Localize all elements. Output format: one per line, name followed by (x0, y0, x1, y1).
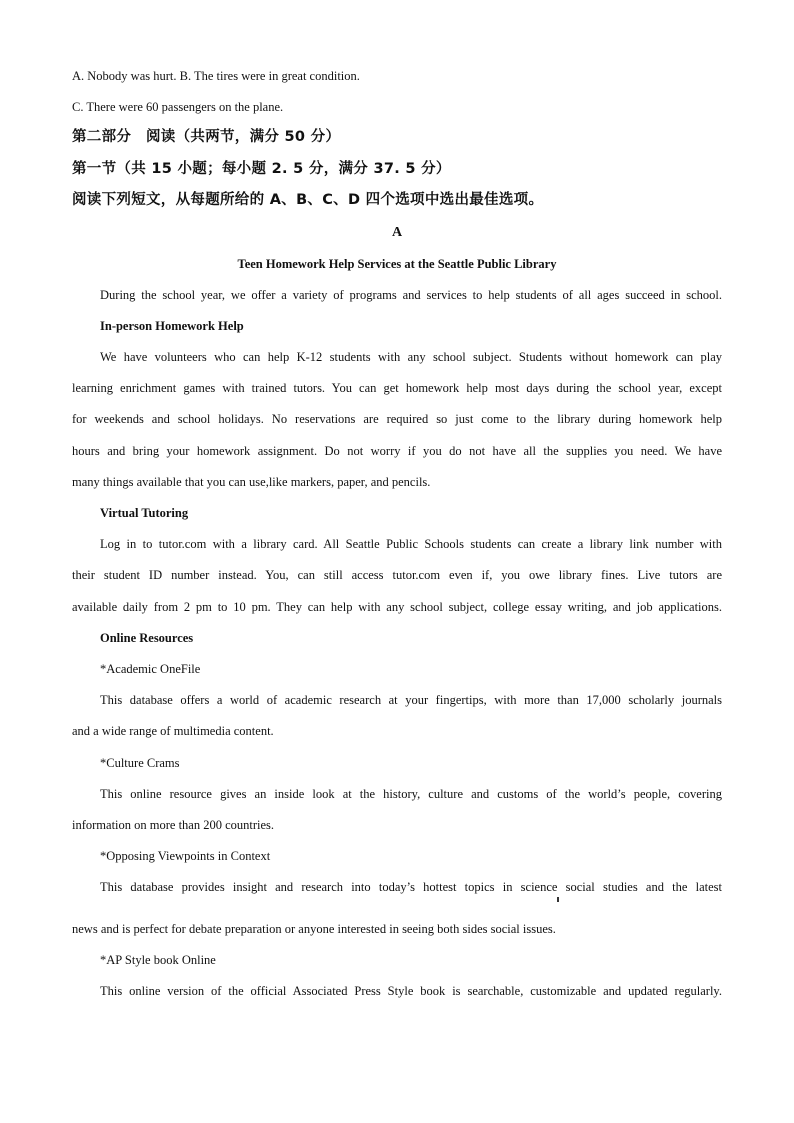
stray-comma-mark (557, 897, 559, 902)
online-heading: Online Resources (100, 631, 194, 645)
inperson-line: learning enrichment games with trained tutors. You can get homework help most days during the school year, except (72, 381, 722, 395)
resource-name: *Academic OneFile (100, 662, 201, 676)
virtual-line: their student ID number instead. You, can still access tutor.com even if, you owe library fines. Live tutors are (72, 568, 722, 582)
passage-letter: A (391, 225, 403, 240)
resource-name: *Culture Crams (100, 756, 180, 770)
option-c: C. There were 60 passengers on the plane. (72, 100, 284, 114)
section-header: 第一节（共 15 小题；每小题 2. 5 分，满分 37. 5 分） (72, 161, 451, 177)
resource-line: This online version of the official Associated Press Style book is searchable, customizable and updated regularly. (100, 984, 722, 998)
intro-paragraph: During the school year, we offer a variety of programs and services to help students of all ages succeed in school. (100, 288, 722, 302)
resource-line: This database offers a world of academic research at your fingertips, with more than 17,000 scholarly journals (100, 693, 722, 707)
passage-title: Teen Homework Help Services at the Seattle Public Library (237, 257, 557, 271)
virtual-line: Log in to tutor.com with a library card. All Seattle Public Schools students can create a library link number with (100, 537, 722, 551)
resource-name: *AP Style book Online (100, 953, 216, 967)
virtual-line: available daily from 2 pm to 10 pm. They can help with any school subject, college essay writing, and job applications. (72, 600, 722, 614)
resource-name: *Opposing Viewpoints in Context (100, 849, 271, 863)
inperson-line: We have volunteers who can help K-12 students with any school subject. Students without homework can play (100, 350, 722, 364)
inperson-line: hours and bring your homework assignment. Do not worry if you do not have all the supplies you need. We have (72, 444, 722, 458)
inperson-line: for weekends and school holidays. No reservations are required so just come to the library during homework help (72, 412, 722, 426)
resource-line: This database provides insight and research into today’s hottest topics in science social studies and the latest (100, 880, 722, 894)
inperson-heading: In-person Homework Help (100, 319, 244, 333)
inperson-line: many things available that you can use,like markers, paper, and pencils. (72, 475, 431, 489)
resource-line: news and is perfect for debate preparation or anyone interested in seeing both sides social issues. (72, 922, 556, 936)
part-header: 第二部分 阅读（共两节，满分 50 分） (72, 129, 341, 145)
virtual-heading: Virtual Tutoring (100, 506, 189, 520)
resource-line: This online resource gives an inside look at the history, culture and customs of the world’s people, covering (100, 787, 722, 801)
option-a-b: A. Nobody was hurt. B. The tires were in great condition. (72, 69, 360, 83)
resource-line: and a wide range of multimedia content. (72, 724, 274, 738)
instruction: 阅读下列短文，从每题所给的 A、B、C、D 四个选项中选出最佳选项。 (72, 192, 544, 208)
resource-line: information on more than 200 countries. (72, 818, 275, 832)
